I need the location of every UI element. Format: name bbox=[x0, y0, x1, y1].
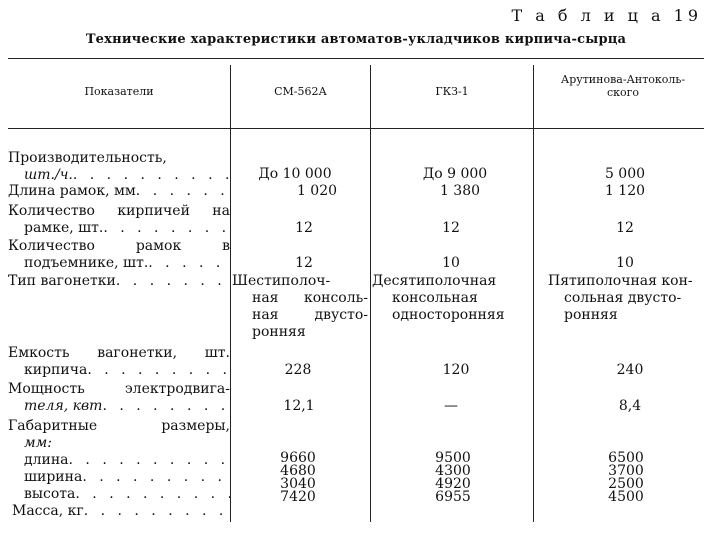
header-indicators: Показатели bbox=[84, 85, 154, 98]
productivity-gkz1: До 9 000 bbox=[422, 166, 488, 182]
capacity-sm562a: 228 bbox=[284, 362, 312, 378]
mass-arutinova: 4500 bbox=[608, 489, 644, 505]
productivity-arutinova: 5 000 bbox=[604, 166, 646, 182]
column-divider-2 bbox=[370, 65, 371, 522]
frame-length-gkz1: 1 380 bbox=[439, 183, 481, 199]
power-arutinova: 8,4 bbox=[618, 398, 642, 414]
header-sm-562a: СМ-562А bbox=[274, 85, 327, 98]
length-arutinova: 6500 bbox=[608, 450, 644, 466]
header-rule bbox=[8, 128, 704, 129]
width-sm562a: 4680 bbox=[280, 463, 316, 479]
column-divider-3 bbox=[533, 65, 534, 522]
length-gkz1: 9500 bbox=[435, 450, 471, 466]
power-gkz1: — bbox=[444, 398, 458, 414]
height-sm562a: 3040 bbox=[280, 476, 316, 492]
bricks-arutinova: 12 bbox=[616, 220, 634, 236]
width-gkz1: 4300 bbox=[435, 463, 471, 479]
frames-arutinova: 10 bbox=[616, 255, 634, 271]
power-sm562a: 12,1 bbox=[283, 398, 315, 414]
trolley-type-gkz1: Десятиполочная консольная односторонняя bbox=[372, 273, 505, 323]
table-title: Технические характеристики автоматов-укладчиков кирпича-сырца bbox=[85, 32, 627, 47]
row-motor-power-label: Мощность электродвига- теля, квт . . . bbox=[8, 381, 230, 415]
bricks-gkz1: 12 bbox=[442, 220, 460, 236]
frames-gkz1: 10 bbox=[442, 255, 460, 271]
trolley-type-arutinova: Пятиполочная кон- сольная двусто- ронняя bbox=[548, 273, 693, 323]
row-frame-length-label: Длина рамок, мм . . . bbox=[8, 183, 230, 200]
dimensions-arutinova bbox=[571, 452, 681, 504]
row-length-label: длина . . . bbox=[8, 452, 230, 469]
table-number: Т а б л и ц а 19 bbox=[511, 6, 702, 25]
width-arutinova: 3700 bbox=[608, 463, 644, 479]
mass-sm562a: 7420 bbox=[280, 489, 316, 505]
row-trolley-capacity-label: Емкость вагонетки, шт. кирпича . . . bbox=[8, 345, 230, 379]
header-arutinova: Арутинова-Антоколь-ского bbox=[560, 73, 686, 99]
dimensions-sm562a bbox=[243, 452, 353, 504]
row-frames-in-lift-label: Количество рамок в подъемнике, шт. . . . bbox=[8, 238, 230, 272]
frames-sm562a: 12 bbox=[295, 255, 313, 271]
row-trolley-type-label: Тип вагонетки . . . bbox=[8, 273, 230, 290]
frame-length-arutinova: 1 120 bbox=[604, 183, 646, 199]
row-height-label: высота . . . bbox=[8, 486, 230, 503]
row-dimensions-label: Габаритные размеры, мм: bbox=[8, 418, 230, 451]
top-rule bbox=[8, 58, 704, 59]
capacity-gkz1: 120 bbox=[442, 362, 470, 378]
height-arutinova: 2500 bbox=[608, 476, 644, 492]
column-divider-1 bbox=[230, 65, 231, 522]
productivity-sm562a: До 10 000 bbox=[258, 166, 332, 182]
mass-gkz1: 6955 bbox=[435, 489, 471, 505]
trolley-type-sm562a: Шестиполоч- ная консоль- ная двусто- ронняя bbox=[232, 273, 368, 340]
row-productivity-label: Производительность, шт./ч. . . . bbox=[8, 150, 230, 184]
row-width-label: ширина . . . bbox=[8, 469, 230, 486]
capacity-arutinova: 240 bbox=[616, 362, 644, 378]
row-bricks-on-frame-label: Количество кирпичей на рамке, шт. . . . bbox=[8, 203, 230, 237]
dimensions-gkz1 bbox=[398, 452, 508, 504]
bricks-sm562a: 12 bbox=[295, 220, 313, 236]
row-mass-label: Масса, кг . . . bbox=[8, 503, 230, 520]
header-gkz-1: ГКЗ-1 bbox=[435, 85, 469, 98]
length-sm562a: 9660 bbox=[280, 450, 316, 466]
height-gkz1: 4920 bbox=[435, 476, 471, 492]
frame-length-sm562a: 1 020 bbox=[296, 183, 338, 199]
